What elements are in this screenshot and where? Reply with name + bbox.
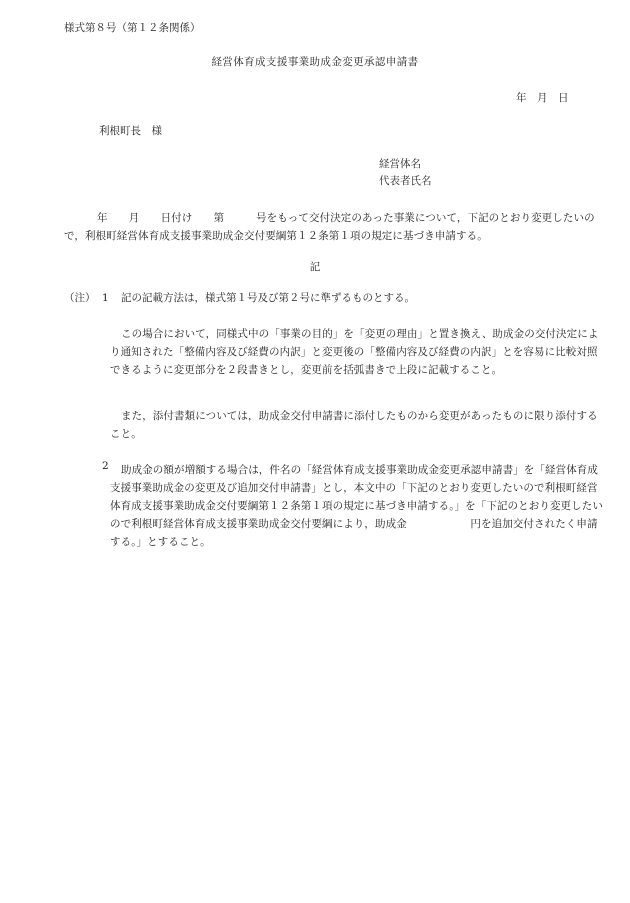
form-number: 様式第８号（第１２条関係） (64, 22, 201, 34)
notes-label: （注） (64, 292, 96, 304)
date-line: 年 月 日 (516, 92, 569, 104)
applicant-rep-label: 代表者氏名 (379, 175, 432, 187)
ki-heading: 記 (309, 261, 321, 273)
note-2-text: 助成金の額が増額する場合は，件名の「経営体育成支援事業助成金変更承認申請書」を「経営体育成支援事業助成金の変更及び追加交付申請書」とし，本文中の「下記のとおり変更したいので利根町経営体育成支援事業助成金交付要綱第１２条第１項の規定に基づき申請する。」を「下記のとおり変更したいので利根町経営体育成支援事業助成金交付要綱により，助成金 円を追加交付されたく申請する。」とすること。 (110, 464, 603, 548)
document-title: 経営体育成支援事業助成金変更承認申請書 (211, 56, 419, 68)
note-1-number: 1 (102, 292, 109, 304)
addressee: 利根町長 様 (99, 125, 162, 137)
body-paragraph: 年 月 日付け 第 号をもって交付決定のあった事業について，下記のとおり変更したいので，利根町経営体育成支援事業助成金交付要綱第１２条第１項の規定に基づき申請する。 (64, 212, 595, 242)
note-1-paragraph-2: また，添付書類については，助成金交付申請書に添付したものから変更があったものに限り添付すること。 (110, 410, 598, 440)
applicant-org-label: 経営体名 (379, 158, 421, 170)
note-2-number: 2 (102, 460, 109, 472)
note-1-paragraph-1: この場合において，同様式中の「事業の目的」を「変更の理由」と置き換え、助成金の交付決定により通知された「整備内容及び経費の内訳」と変更後の「整備内容及び経費の内訳」とを容易に比較対照できるように変更部分を２段書きとし，変更前を括弧書きで上段に記載すること。 (110, 328, 599, 376)
note-1-text: 記の記載方法は，様式第１号及び第２号に準ずるものとする。 (121, 292, 415, 304)
